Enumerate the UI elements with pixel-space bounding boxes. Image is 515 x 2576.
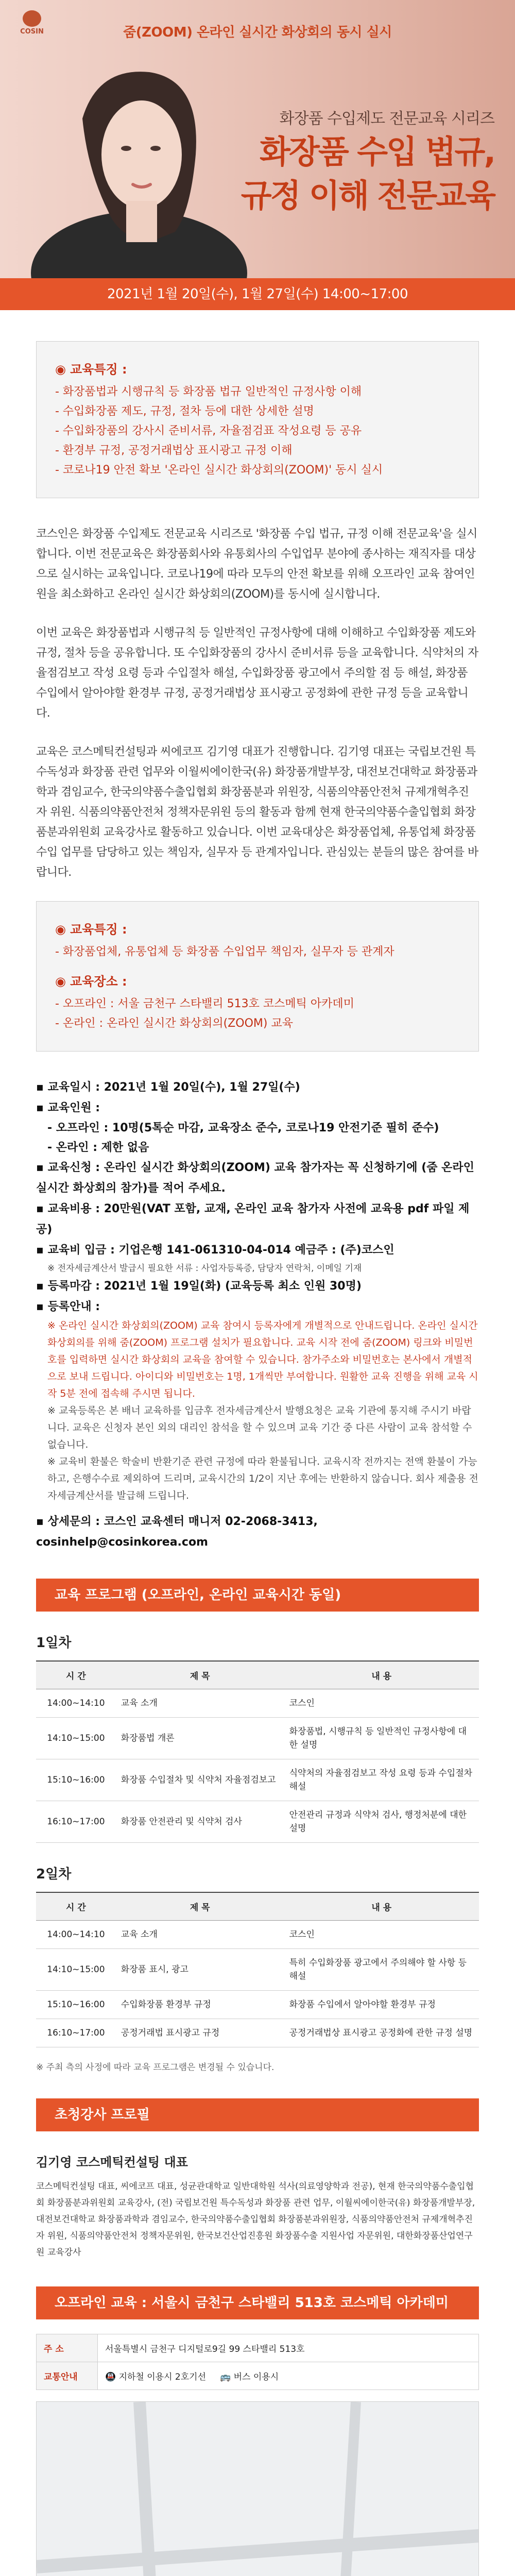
day2-table (36, 1892, 479, 2047)
place-list (55, 994, 460, 1033)
day2-title: 2일차 (36, 1867, 72, 1882)
content-paragraph: 이번 교육은 화장품법과 시행규칙 등 일반적인 규정사항에 대해 이해하고 수입화장품 제도와 규정, 절차 등을 공유합니다. 또 수입화장품의 강사시 준비서류 등을 교육합니다. 식약처의 자율점검보고 작성 요령 등과 수입절차 해설, 수입화장품 광고에서 주의할 점 등 해설, 화장품 수입에서 알아야할 환경부 규정, 공정거래법상 표시광고 공정화에 관한 규정 등을 교육합니다. (36, 626, 478, 720)
cell-content: 공정거래법상 표시광고 공정화에 관한 규정 설명 (284, 2019, 479, 2047)
table-row (36, 1689, 479, 1718)
cell-subject: 화장품 수입절차 및 식약처 자율점검보고 (116, 1759, 284, 1801)
map-streets (37, 2402, 479, 2576)
info-register-title: ▪ 등록안내 : (36, 1300, 100, 1313)
info-account-note: ※ 전자세금계산서 발급시 필요한 서류 : 사업자등록증, 담당자 연락처, 이메일 기재 (47, 1263, 362, 1274)
day1-table (36, 1660, 479, 1843)
cell-content: 식약처의 자율점검보고 작성 요령 등과 수입절차 해설 (284, 1759, 479, 1801)
table-header: 시 간 (36, 1892, 116, 1921)
table-row (37, 2334, 479, 2362)
table-row (36, 1759, 479, 1801)
cell-content: 특히 수입화장품 광고에서 주의해야 할 사항 등 해설 (284, 1949, 479, 1991)
place-item: - 온라인 : 온라인 실시간 화상회의(ZOOM) 교육 (55, 1017, 293, 1030)
info-contact: ▪ 상세문의 : 코스인 교육센터 매니저 02-2068-3413, cosinhelp@cosinkorea.com (36, 1515, 318, 1549)
table-header: 제 목 (116, 1661, 284, 1689)
table-row (36, 1801, 479, 1843)
lecturer-name: 김기영 코스메틱컨설팅 대표 (36, 2155, 188, 2170)
traffic-value (98, 2362, 479, 2390)
feature-item: - 수입화장품의 강사시 준비서류, 자율점검표 작성요령 등 공유 (55, 425, 362, 437)
location-section-title: 오프라인 교육 : 서울시 금천구 스타밸리 513호 코스메틱 아카데미 (36, 2286, 479, 2319)
table-row (36, 1949, 479, 1991)
table-row (36, 1991, 479, 2019)
feature-item: - 화장품법과 시행규칙 등 화장품 법규 일반적인 규정사항 이해 (55, 385, 362, 398)
table-row (36, 1718, 479, 1759)
cell-content: 코스인 (284, 1689, 479, 1718)
date-bar: 2021년 1월 20일(수), 1월 27일(수) 14:00~17:00 (0, 278, 515, 310)
cell-subject: 화장품 표시, 광고 (116, 1949, 284, 1991)
features-box (36, 341, 479, 498)
cell-content: 화장품 수입에서 알아야할 환경부 규정 (284, 1991, 479, 2019)
table-header: 내 용 (284, 1892, 479, 1921)
day1-title: 1일차 (36, 1635, 72, 1651)
table-header: 시 간 (36, 1661, 116, 1689)
address-label: 주 소 (37, 2334, 98, 2362)
info-capacity: ▪ 교육인원 : (36, 1101, 100, 1114)
subway-text: 지하철 이용시 2호기선 (118, 2372, 206, 2382)
cell-time: 15:10~16:00 (36, 1991, 116, 2019)
table-row (36, 2019, 479, 2047)
info-account: ▪ 교육비 입금 : 기업은행 141-061310-04-014 예금주 : (주)코스인 (36, 1244, 394, 1257)
hero-title-line2: 규정 이해 전문교육 (241, 177, 494, 214)
model-portrait-image (21, 57, 247, 278)
info-capacity-offline: - 오프라인 : 10명(5톡순 마감, 교육장소 준수, 코로나19 안전기준 필히 준수) (47, 1122, 439, 1134)
place-title: ◉ 교육장소 : (55, 974, 127, 989)
table-row (37, 2362, 479, 2390)
cell-subject: 공정거래법 표시광고 규정 (116, 2019, 284, 2047)
info-register-note: ※ 교육등록은 본 배너 교육하를 입금후 전자세금계산서 발행요청은 교육 기관에 통지해 주시기 바랍니다. 교육은 신청자 본인 외의 대리인 참석을 할 수 있으며 교육 기간 중 다른 사람이 교육 참석할 수 없습니다. (47, 1405, 472, 1450)
target-box (36, 901, 479, 1052)
lecturer-bio: 코스메틱컨설팅 대표, 씨에코프 대표, 성균관대학교 일반대학원 석사(의료영양학과 전공), 현재 한국의약품수출입협회 화장품분과위원회 교육강사, (전) 국립보건원 특수독성과 화장품 관련 업무, 이월씨에이한국(유) 화장품개발부장, 대전보건대학교 화장품과학과 겸임교수, 한국의약품수출입협회 화장품분과위원장, 식품의약품안전처 규제개혁추진자 위원, 식품의약품안전처 정책자문위원, 한국보건산업진흥원 화장품수출 지원사업 자문위원, 대한화장품산업연구원 교육강사 (36, 2181, 475, 2258)
bullet-icon: ◉ (55, 922, 66, 937)
cell-time: 16:10~17:00 (36, 1801, 116, 1843)
hero-subtitle: 화장품 수입제도 전문교육 시리즈 (279, 110, 494, 128)
feature-item: - 수입화장품 제도, 규정, 절차 등에 대한 상세한 설명 (55, 405, 314, 418)
info-fee: ▪ 교육비용 : 20만원(VAT 포함, 교재, 온라인 교육 참가자 사전에 교육용 pdf 파일 제공) (36, 1202, 470, 1236)
bullet-icon: ◉ (55, 974, 66, 989)
info-capacity-online: - 온라인 : 제한 없음 (47, 1141, 149, 1154)
table-row (36, 1921, 479, 1949)
content (0, 310, 515, 2576)
table-header-row (36, 1892, 479, 1921)
table-header: 내 용 (284, 1661, 479, 1689)
logo-text: COSIN (20, 28, 44, 36)
lecturer-paragraph: 교육은 코스메틱컨설팅과 씨에코프 김기영 대표가 진행합니다. 김기영 대표는 국립보건원 특수독성과 화장품 관련 업무와 이월씨에이한국(유) 화장품개발부장, 대전보건대학교 화장품과학과 겸임교수, 한국의약품수출입협회 화장품분과 위원장, 식품의약품안전처 규제개혁추진자 위원. 식품의약품안전처 정책자문위원 등의 활동과 함께 현재 한국의약품수출입협회 화장품분과위원회 교육강사로 활동하고 있습니다. 이번 교육대상은 화장품업체, 유통업체 화장품 수입 업무를 담당하고 있는 책임자, 실무자 등 관계자입니다. 관심있는 분들의 많은 참여를 바랍니다. (36, 745, 478, 879)
subway-icon: 🚇 (105, 2372, 116, 2382)
features-title: ◉ 교육특징 : (55, 362, 127, 377)
cell-subject: 화장품 안전관리 및 식약처 검사 (116, 1801, 284, 1843)
features-list (55, 382, 460, 480)
program-note: ※ 주최 측의 사정에 따라 교육 프로그램은 변경될 수 있습니다. (36, 2062, 274, 2073)
cell-time: 14:10~15:00 (36, 1718, 116, 1759)
location-map[interactable] (36, 2401, 479, 2576)
info-refund-note: ※ 교육비 환불은 학술비 반환기준 관련 규정에 따라 환불됩니다. 교육시작 전까지는 전액 환불이 가능하고, 은행수수료 제외하여 드리며, 교육시간의 1/2이 지난 후에는 반환하지 않습니다. 회사 제출용 전자세금계산서를 발급해 드립니다. (47, 1456, 478, 1501)
lecturer-section-title: 초청강사 프로필 (36, 2098, 479, 2131)
hero-title-line1: 화장품 수입 법규, (260, 133, 494, 171)
feature-item: - 환경부 규정, 공정거래법상 표시광고 규정 이해 (55, 444, 293, 457)
info-list (36, 1077, 479, 1553)
cell-content: 화장품법, 시행규칙 등 일반적인 규정사항에 대한 설명 (284, 1718, 479, 1759)
target-title: ◉ 교육특징 : (55, 922, 127, 937)
bullet-icon: ◉ (55, 362, 66, 377)
place-item: - 오프라인 : 서울 금천구 스타밸리 513호 코스메틱 아카데미 (55, 997, 354, 1010)
cell-time: 15:10~16:00 (36, 1759, 116, 1801)
bus-text: 버스 이용시 (233, 2372, 279, 2382)
feature-item: - 코로나19 안전 확보 '온라인 실시간 화상회의(ZOOM)' 동시 실시 (55, 464, 383, 477)
info-deadline: ▪ 등록마감 : 2021년 1월 19일(화) (교육등록 최소 인원 30명) (36, 1280, 362, 1293)
info-register-online: ※ 온라인 실시간 화상회의(ZOOM) 교육 참여시 등록자에게 개별적으로 안내드립니다. 온라인 실시간 화상회의를 위해 줌(ZOOM) 프로그램 설치가 필요합니다. 교육 시작 전에 줌(ZOOM) 링크와 비밀번호를 입력하면 실시간 화상회의 교육을 참여할 수 있습니다. 참가주소와 비밀번호는 본사에서 개별적으로 보내 드립니다. 아이디와 비밀번호는 1명, 1개씩만 부여합니다. 원활한 교육 진행을 위해 교육 시작 5분 전에 접속해 주시면 됩니다. (47, 1320, 478, 1399)
location-table (36, 2334, 479, 2390)
cell-subject: 수입화장품 환경부 규정 (116, 1991, 284, 2019)
cell-subject: 교육 소개 (116, 1921, 284, 1949)
cell-subject: 교육 소개 (116, 1689, 284, 1718)
target-item: - 화장품업체, 유통업체 등 화장품 수입업무 책임자, 실무자 등 관계자 (55, 945, 394, 958)
bus-icon: 🚌 (220, 2372, 231, 2382)
table-header: 제 목 (116, 1892, 284, 1921)
cell-subject: 화장품법 개론 (116, 1718, 284, 1759)
cell-content: 안전관리 규정과 식약처 검사, 행정처분에 대한 설명 (284, 1801, 479, 1843)
cell-time: 14:00~14:10 (36, 1689, 116, 1718)
hero-top-line: 줌(ZOOM) 온라인 실시간 화상회의 동시 실시 (123, 25, 392, 40)
address-value: 서울특별시 금천구 디지털로9길 99 스타밸리 513호 (98, 2334, 479, 2362)
program-section-title: 교육 프로그램 (오프라인, 온라인 교육시간 동일) (36, 1579, 479, 1612)
hero-banner (0, 0, 515, 278)
cell-time: 14:00~14:10 (36, 1921, 116, 1949)
cell-time: 14:10~15:00 (36, 1949, 116, 1991)
info-date: ▪ 교육일시 : 2021년 1월 20일(수), 1월 27일(수) (36, 1081, 300, 1094)
traffic-label: 교통안내 (37, 2362, 98, 2390)
info-method: ▪ 교육신청 : 온라인 실시간 화상회의(ZOOM) 교육 참가자는 꼭 신청하기에 (줌 온라인 실시간 화상회의 참가)를 적어 주세요. (36, 1161, 474, 1195)
cell-content: 코스인 (284, 1921, 479, 1949)
intro-paragraph: 코스인은 화장품 수입제도 전문교육 시리즈로 '화장품 수입 법규, 규정 이해 전문교육'을 실시합니다. 이번 전문교육은 화장품회사와 유통회사의 수입업무 분야에 종사하는 재직자를 대상으로 실시하는 교육입니다. 코로나19에 따라 모두의 안전 확보를 위해 오프라인 교육 참여인원을 최소화하고 온라인 실시간 화상회의(ZOOM)를 동시에 실시합니다. (36, 528, 477, 601)
cell-time: 16:10~17:00 (36, 2019, 116, 2047)
table-header-row (36, 1661, 479, 1689)
target-list (55, 942, 460, 962)
